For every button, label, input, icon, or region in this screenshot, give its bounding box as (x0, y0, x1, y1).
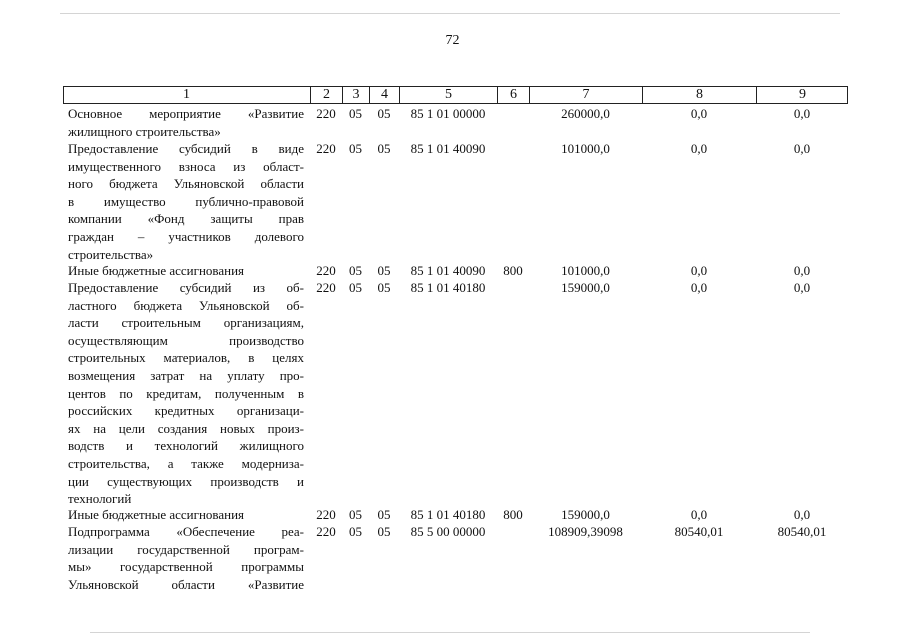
description-line: ции существующих производств и (68, 473, 304, 489)
cell-target-article: 85 1 01 40090 (410, 263, 486, 278)
cell-expense-type: 800 (503, 263, 523, 278)
row-description (68, 105, 304, 140)
row-description (68, 140, 304, 263)
description-line: Ульяновской области «Развитие (68, 576, 304, 592)
cell-amount-year-1: 101000,0 (561, 141, 610, 156)
cell-subsection: 05 (377, 141, 391, 156)
description-line: ях на цели создания новых произ- (68, 420, 304, 436)
cell-amount-year-2: 0,0 (690, 106, 708, 121)
cell-ministry-code: 220 (316, 263, 336, 278)
row-description (68, 262, 304, 280)
description-line: Подпрограмма «Обеспечение реа- (68, 524, 304, 539)
cell-ministry-code: 220 (316, 507, 336, 522)
description-line: строительства, а также модерниза- (68, 455, 304, 471)
header-col-1: 1 (183, 87, 190, 102)
header-col-4: 4 (369, 86, 399, 104)
cell-subsection: 05 (377, 263, 391, 278)
cell-section: 05 (349, 280, 362, 295)
description-line: Предоставление субсидий из об- (68, 280, 304, 295)
cell-amount-year-1: 101000,0 (561, 263, 610, 278)
cell-target-article: 85 5 00 00000 (410, 524, 486, 539)
row-description (68, 279, 304, 508)
cell-amount-year-3: 0,0 (793, 141, 811, 156)
cell-amount-year-2: 0,0 (690, 507, 708, 522)
cell-amount-year-1: 260000,0 (561, 106, 610, 121)
cell-amount-year-3: 0,0 (793, 106, 811, 121)
description-line: ластного бюджета Ульяновской об- (68, 297, 304, 313)
description-line: жилищного строительства» (68, 123, 221, 139)
cell-amount-year-1: 108909,39098 (548, 524, 623, 539)
cell-amount-year-3: 0,0 (793, 263, 811, 278)
cell-target-article: 85 1 01 00000 (410, 106, 486, 121)
cell-amount-year-2: 80540,01 (674, 524, 724, 539)
cell-section: 05 (349, 106, 362, 121)
cell-target-article: 85 1 01 40180 (410, 507, 486, 522)
header-col-3: 3 (342, 86, 369, 104)
cell-amount-year-2: 0,0 (690, 141, 708, 156)
description-line: возмещения затрат на уплату про- (68, 367, 304, 383)
cell-target-article: 85 1 01 40090 (410, 141, 486, 156)
header-col-5: 5 (399, 86, 497, 104)
description-line: Иные бюджетные ассигнования (68, 507, 245, 522)
cell-section: 05 (349, 263, 362, 278)
description-line: компании «Фонд защиты прав (68, 211, 304, 227)
description-line: центов по кредитам, полученным в (68, 385, 304, 401)
cell-target-article: 85 1 01 40180 (410, 280, 486, 295)
description-line: российских кредитных организаци- (68, 403, 304, 419)
cell-expense-type: 800 (503, 507, 523, 522)
description-line: Основное мероприятие «Развитие (68, 106, 304, 121)
header-col-6: 6 (497, 86, 529, 104)
description-line: строительства» (68, 246, 154, 262)
cell-amount-year-3: 0,0 (793, 280, 811, 295)
cell-subsection: 05 (377, 524, 391, 539)
row-description (68, 506, 304, 524)
description-line: в имущество публично-правовой (68, 193, 304, 209)
row-description (68, 523, 304, 593)
description-line: осуществляющим производство (68, 332, 304, 348)
description-line: Предоставление субсидий в виде (68, 141, 304, 156)
header-col-2: 2 (310, 86, 342, 104)
description-line: технологий (68, 491, 132, 507)
cell-section: 05 (349, 524, 362, 539)
cell-amount-year-1: 159000,0 (561, 507, 610, 522)
cell-amount-year-1: 159000,0 (561, 280, 610, 295)
cell-section: 05 (349, 507, 362, 522)
header-col-7: 7 (529, 86, 642, 104)
description-line: ного бюджета Ульяновской области (68, 176, 304, 192)
cell-subsection: 05 (377, 106, 391, 121)
description-line: ласти строительным организациям, (68, 315, 304, 331)
cell-amount-year-2: 0,0 (690, 263, 708, 278)
header-col-8: 8 (642, 86, 756, 104)
cell-amount-year-2: 0,0 (690, 280, 708, 295)
cell-subsection: 05 (377, 280, 391, 295)
description-line: Иные бюджетные ассигнования (68, 263, 245, 278)
cell-section: 05 (349, 141, 362, 156)
cell-ministry-code: 220 (316, 106, 336, 121)
cell-ministry-code: 220 (316, 524, 336, 539)
description-line: граждан – участников долевого (68, 228, 304, 244)
header-col-9: 9 (756, 86, 848, 104)
scan-artifact-top (60, 13, 840, 14)
description-line: имущественного взноса из област- (68, 158, 304, 174)
cell-subsection: 05 (377, 507, 391, 522)
description-line: строительных материалов, в целях (68, 350, 304, 366)
description-line: лизации государственной програм- (68, 541, 304, 557)
scan-artifact-bottom (90, 632, 810, 633)
cell-ministry-code: 220 (316, 141, 336, 156)
page-number: 72 (445, 33, 460, 48)
description-line: мы» государственной программы (68, 559, 304, 575)
description-line: водств и технологий жилищного (68, 438, 304, 454)
cell-amount-year-3: 80540,01 (777, 524, 827, 539)
cell-ministry-code: 220 (316, 280, 336, 295)
cell-amount-year-3: 0,0 (793, 507, 811, 522)
